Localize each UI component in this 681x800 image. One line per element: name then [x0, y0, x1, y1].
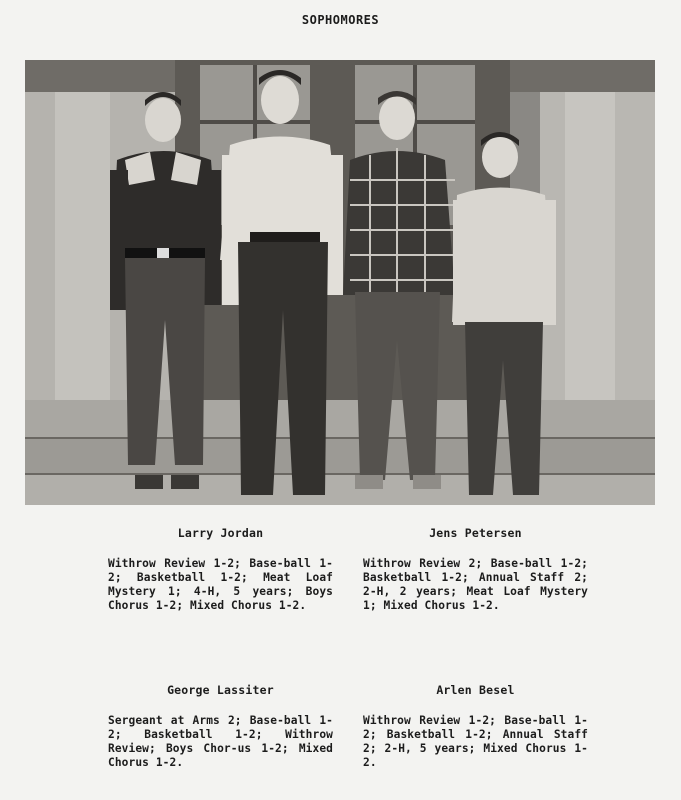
student-bio-jens-petersen — [363, 526, 588, 613]
student-name: Arlen Besel — [436, 683, 515, 697]
student-name: Larry Jordan — [177, 526, 264, 540]
student-activities: Withrow Review 2; Base-ball 1-2; Basketball 1-2; Annual Staff 2; 2-H, 2 years; Meat Loaf Mystery 1; Mixed Chorus 1-2. — [363, 557, 588, 612]
student-name: George Lassiter — [167, 683, 274, 697]
group-photo-illustration — [25, 60, 655, 505]
student-bio-larry-jordan — [108, 526, 333, 613]
group-photo — [25, 60, 655, 505]
student-bio-george-lassiter — [108, 683, 333, 770]
page-title: SOPHOMORES — [301, 13, 380, 27]
student-activities: Withrow Review 1-2; Base-ball 1-2; Basketball 1-2; Annual Staff 2; 2-H, 5 years; Mixed Chorus 1-2. — [363, 714, 588, 769]
student-bio-arlen-besel — [363, 683, 588, 770]
student-activities: Withrow Review 1-2; Base-ball 1-2; Basketball 1-2; Meat Loaf Mystery 1; 4-H, 5 years; Boys Chorus 1-2; Mixed Chorus 1-2. — [108, 557, 333, 612]
student-name: Jens Petersen — [429, 526, 522, 540]
student-activities: Sergeant at Arms 2; Base-ball 1-2; Basketball 1-2; Withrow Review; Boys Chor-us 1-2; Mixed Chorus 1-2. — [108, 714, 333, 769]
